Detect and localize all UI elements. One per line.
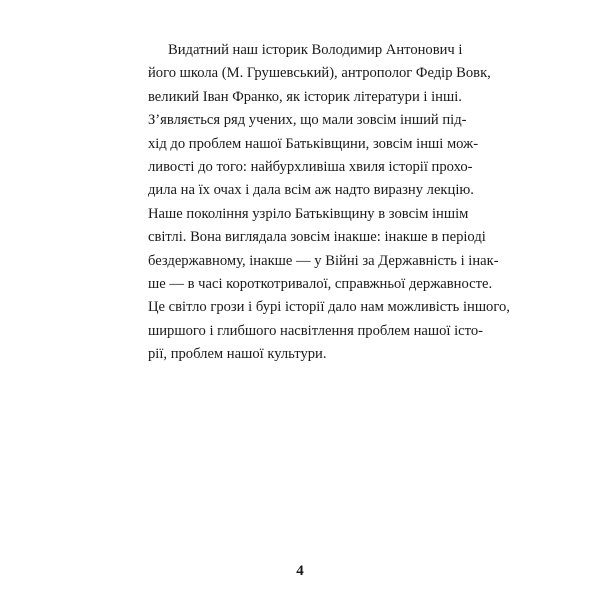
page-number: 4 — [296, 563, 304, 579]
paragraph-line: світлі. Вона виглядала зовсім інакше: інакше в періоді — [148, 229, 486, 246]
paragraph-line: великий Іван Франко, як історик літератури і інші. — [148, 88, 462, 105]
paragraph-line: його школа (М. Грушевський), антрополог Федір Вовк, — [148, 65, 491, 82]
paragraph-line: рії, проблем нашої культури. — [148, 346, 327, 363]
paragraph-line: Це світло грози і бурі історії дало нам можливість іншого, — [148, 299, 510, 316]
paragraph-line: дила на їх очах і дала всім аж надто виразну лекцію. — [148, 182, 474, 199]
paragraph-line: бездержавному, інакше — у Війні за Державність і інак- — [148, 252, 499, 269]
paragraph-line: ширшого і глибшого насвітлення проблем нашої істо- — [148, 322, 483, 339]
paragraph-line: Видатний наш історик Володимир Антонович і — [168, 42, 463, 58]
main-paragraph — [148, 39, 510, 367]
paragraph-line: ше — в часі короткотривалої, справжньої державносте. — [148, 276, 493, 293]
paragraph-line: хід до проблем нашої Батьківщини, зовсім інші мож- — [148, 135, 479, 152]
paragraph-line: ливості до того: найбурхливіша хвиля історії прохо- — [148, 159, 473, 176]
paragraph-line: Наше покоління узріло Батьківщину в зовсім іншім — [148, 205, 469, 222]
paragraph-line: З’являється ряд учених, що мали зовсім інший під- — [148, 112, 467, 129]
